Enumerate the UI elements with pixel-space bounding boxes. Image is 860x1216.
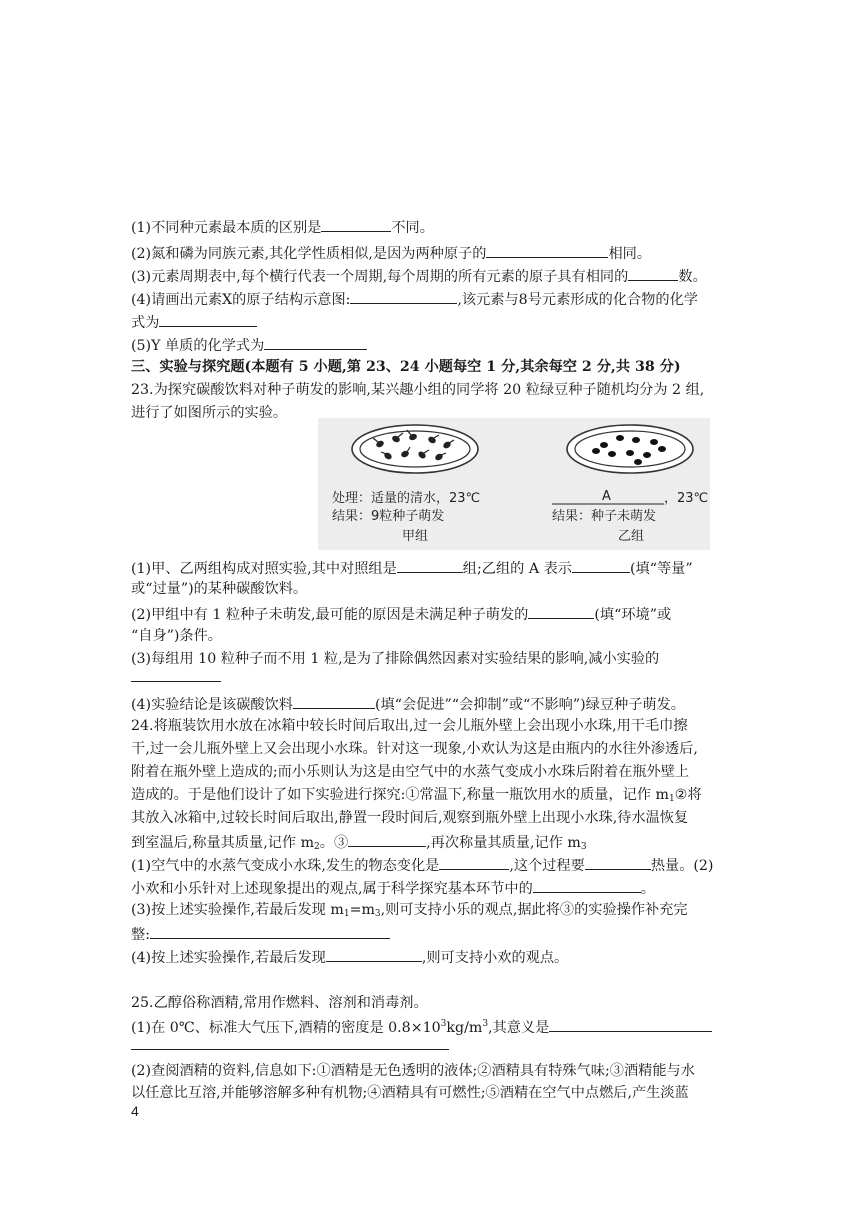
answer-blank[interactable] [131,1034,449,1050]
text: (4)请画出元素X的原子结构示意图: [131,292,351,308]
q22-part3 [131,265,707,287]
right-treatment-label: A [602,489,611,504]
q24-part3-cont [131,923,390,945]
q24-part1 [131,854,713,876]
answer-blank[interactable] [321,216,391,232]
text: (1)不同种元素最本质的区别是 [131,220,322,236]
q23-part1-cont: 或“过量”)的某种碳酸饮料。 [131,581,308,597]
left-group-label: 甲组 [402,529,429,544]
answer-blank[interactable] [293,693,375,709]
text: (1)甲、乙两组构成对照实验,其中对照组是 [131,561,397,577]
q24-part4 [131,946,568,968]
text: (3)元素周期表中,每个横行代表一个周期,每个周期的所有元素的原子具有相同的 [131,269,629,285]
answer-blank[interactable] [397,557,463,573]
page-number: 4 [131,1103,139,1119]
q22-part5 [131,334,367,356]
superscript: 3 [482,1019,489,1029]
answer-blank[interactable] [350,288,457,304]
q24-line4 [131,785,702,809]
q23-intro: 23.为探究碳酸饮料对种子萌发的影响,某兴趣小组的同学将 20 粒绿豆种子随机均分为 2 组, [131,382,705,398]
answer-blank[interactable] [549,1016,712,1032]
text: (2)氮和磷为同族元素,其化学性质相似,是因为两种原子的 [131,246,487,262]
q22-part2 [131,242,651,264]
subscript: 1 [343,909,350,919]
text: ,再次称量其质量,记作 m [426,835,581,851]
text: 整: [131,927,150,943]
text: 数。 [678,269,707,285]
text: 到室温后,称量其质量,记作 m [131,835,315,851]
q23-part4 [131,693,685,715]
text: =m [349,902,375,918]
text: ,其意义是 [488,1020,550,1036]
experiment-figure [318,418,710,550]
q22-part4-cont [131,311,257,333]
q23-part2-cont: “自身”)条件。 [131,628,222,644]
text: (填“会促进”“会抑制”或“不影响”)绿豆种子萌发。 [374,697,685,713]
text: (填“环境”或 [594,607,672,623]
q25-part2: (2)查阅酒精的资料,信息如下:①酒精是无色透明的液体;②酒精具有特殊气味;③酒精能与水 [131,1063,695,1079]
text: 。 [640,881,655,897]
text: ,这个过程要 [509,858,585,874]
q23-part1 [131,557,693,579]
answer-blank[interactable] [348,831,426,847]
text: (2)甲组中有 1 粒种子未萌发,最可能的原因是未满足种子萌发的 [131,607,529,623]
text: ②将 [674,787,702,803]
text: (3)按上述实验操作,若最后发现 m [131,902,344,918]
answer-blank[interactable] [486,242,608,258]
left-result-caption: 结果：9粒种子萌发 [332,509,445,524]
text: (4)实验结论是该碳酸饮料 [131,697,293,713]
q23-part3: (3)每组用 10 粒种子而不用 1 粒,是为了排除偶然因素对实验结果的影响,减小实验的 [131,651,660,667]
answer-blank[interactable] [264,334,367,350]
superscript: 3 [440,1019,447,1029]
subscript: 3 [374,909,381,919]
q25-part1-blank [131,1034,449,1056]
q23-intro-cont: 进行了如图所示的实验。 [131,405,288,421]
text: (填“等量” [629,561,693,577]
right-group-label: 乙组 [618,529,645,544]
answer-blank[interactable] [439,854,509,870]
answer-blank[interactable] [150,923,390,939]
right-temperature: ，23℃ [664,491,709,506]
text: (4)按上述实验操作,若最后发现 [131,950,326,966]
answer-blank[interactable] [131,666,221,682]
text: (1)在 0℃、标准大气压下,酒精的密度是 0.8×10 [131,1020,441,1036]
q24-line2: 干,过一会儿瓶外壁上又会出现小水珠。针对这一现象,小欢认为这是由瓶内的水往外渗透后, [131,741,698,757]
q24-part3 [131,900,688,924]
q22-part4 [131,288,698,310]
q23-part3-blank [131,666,221,688]
text: 热量。(2) [650,858,714,874]
answer-blank[interactable] [572,557,630,573]
q23-part2 [131,603,671,625]
answer-blank[interactable] [585,854,651,870]
text: kg/m [446,1020,483,1036]
text: 相同。 [608,246,652,262]
text: ,则可支持小乐的观点,据此将③的实验操作补充完 [380,902,688,918]
text: 组;乙组的 A 表示 [462,561,572,577]
text: ,该元素与8号元素形成的化合物的化学 [457,292,698,308]
q22-part1 [131,216,434,238]
petri-dish-left [352,425,478,473]
answer-blank[interactable] [528,603,594,619]
q25-part2-cont: 以任意比互溶,并能够溶解多种有机物;④酒精具有可燃性;⑤酒精在空气中点燃后,产生淡蓝 [131,1085,689,1101]
left-treatment-caption: 处理：适量的清水，23℃ [332,491,481,506]
answer-blank[interactable] [628,265,678,281]
subscript: 3 [580,842,587,852]
answer-blank[interactable] [326,946,422,962]
q24-line5: 其放入冰箱中,过较长时间后取出,静置一段时间后,观察到瓶外壁上出现小水珠,待水温恢复 [131,810,689,826]
section-heading: 三、实验与探究题(本题有 5 小题,第 23、24 小题每空 1 分,其余每空 2 分,共 38 分) [131,359,681,375]
q25-intro: 25.乙醇俗称酒精,常用作燃料、溶剂和消毒剂。 [131,995,428,1011]
text: (5)Y 单质的化学式为 [131,338,265,354]
answer-blank[interactable] [159,311,257,327]
subscript: 1 [669,794,675,804]
text: 。③ [319,835,349,851]
text: (1)空气中的水蒸气变成小水珠,发生的物态变化是 [131,858,440,874]
subscript: 2 [314,842,320,852]
text: 不同。 [391,220,434,236]
text: ,则可支持小欢的观点。 [421,950,569,966]
text: 造成的。于是他们设计了如下实验进行探究:①常温下,称量一瓶饮用水的质量，记作 m [131,787,670,803]
text: 小欢和小乐针对上述现象提出的观点,属于科学探究基本环节中的 [131,881,533,897]
q24-line3: 附着在瓶外壁上造成的;而小乐则认为这是由空气中的水蒸气变成小水珠后附着在瓶外壁上 [131,764,690,780]
answer-blank[interactable] [533,877,641,893]
petri-dish-right [567,425,693,473]
right-result-caption: 结果：种子未萌发 [552,509,657,524]
q24-line1: 24.将瓶装饮用水放在冰箱中较长时间后取出,过一会儿瓶外壁上会出现小水珠,用干毛巾擦 [131,718,688,734]
text: 式为 [131,315,160,331]
q24-part2 [131,877,655,899]
